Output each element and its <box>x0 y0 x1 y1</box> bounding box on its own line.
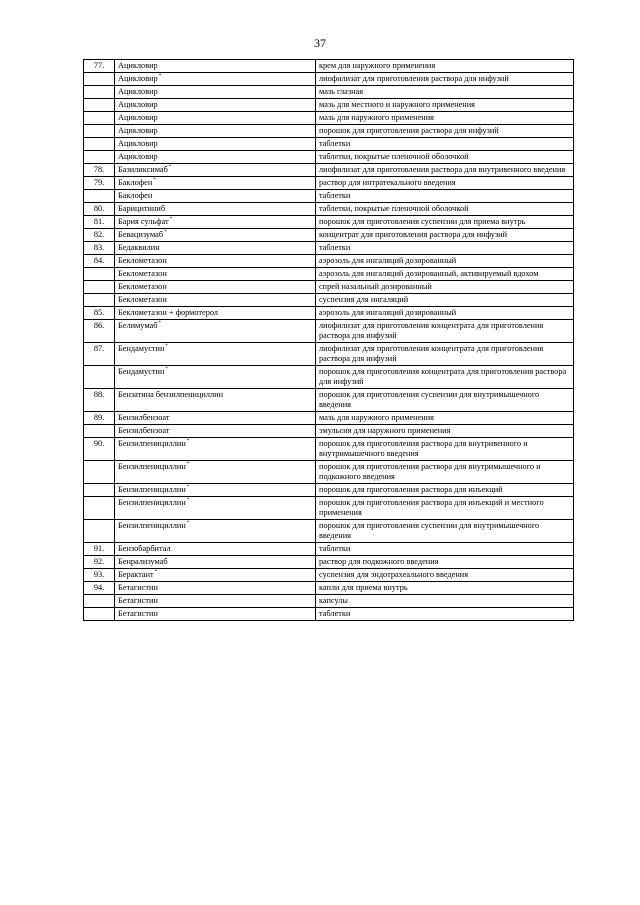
drug-name: Бедаквилин <box>118 243 160 252</box>
dosage-form: порошок для приготовления раствора для внутривенного и внутримышечного введения <box>316 438 574 461</box>
dosage-form: крем для наружного применения <box>316 60 574 73</box>
table-row <box>84 595 574 608</box>
table-row <box>84 99 574 112</box>
dosage-form: порошок для приготовления раствора для инъекций и местного применения <box>316 497 574 520</box>
drug-name: Ацикловир <box>118 139 158 148</box>
row-number <box>84 294 115 307</box>
drug-name: Бензилпенициллин <box>118 498 186 507</box>
table-row <box>84 281 574 294</box>
row-number <box>84 497 115 520</box>
table-row <box>84 425 574 438</box>
drug-name-cell <box>115 216 316 229</box>
drug-mark: * <box>186 485 190 491</box>
drug-mark: * <box>169 217 173 223</box>
table-row <box>84 412 574 425</box>
row-number: 87. <box>84 343 115 366</box>
dosage-form: раствор для интратекального введения <box>316 177 574 190</box>
row-number: 89. <box>84 412 115 425</box>
dosage-form: таблетки <box>316 242 574 255</box>
table-row <box>84 389 574 412</box>
drug-name-cell <box>115 151 316 164</box>
dosage-form: мазь глазная <box>316 86 574 99</box>
row-number <box>84 595 115 608</box>
row-number <box>84 112 115 125</box>
drug-name-cell <box>115 60 316 73</box>
row-number <box>84 484 115 497</box>
drug-name: Ацикловир <box>118 61 158 70</box>
table-row <box>84 151 574 164</box>
drug-mark: * <box>165 344 168 350</box>
table-row <box>84 60 574 73</box>
table-row <box>84 461 574 484</box>
dosage-form: капли для приема внутрь <box>316 582 574 595</box>
row-number: 93. <box>84 569 115 582</box>
drug-mark: * <box>153 178 156 184</box>
table-row <box>84 520 574 543</box>
drug-name-cell <box>115 484 316 497</box>
row-number: 84. <box>84 255 115 268</box>
drug-name-cell <box>115 229 316 242</box>
drug-name-cell <box>115 412 316 425</box>
table-row <box>84 556 574 569</box>
drug-name: Базиликсимаб <box>118 165 168 174</box>
drug-name: Барицитиниб <box>118 204 166 213</box>
table-row <box>84 569 574 582</box>
drug-name-cell <box>115 425 316 438</box>
table-row <box>84 268 574 281</box>
row-number: 91. <box>84 543 115 556</box>
table-row <box>84 294 574 307</box>
drug-name-cell <box>115 86 316 99</box>
drug-name: Баклофен <box>118 178 153 187</box>
dosage-form: лиофилизат для приготовления концентрата для приготовления раствора для инфузий <box>316 320 574 343</box>
drug-name: Беклометазон <box>118 282 167 291</box>
drug-name: Бензилпенициллин <box>118 521 186 530</box>
row-number: 78. <box>84 164 115 177</box>
drug-name-cell <box>115 520 316 543</box>
row-number <box>84 461 115 484</box>
dosage-form: лиофилизат для приготовления раствора для внутривенного введения <box>316 164 574 177</box>
table-row <box>84 255 574 268</box>
dosage-form: порошок для приготовления концентрата для приготовления раствора для инфузий <box>316 366 574 389</box>
dosage-form: таблетки, покрытые пленочной оболочкой <box>316 203 574 216</box>
drug-name: Бенрализумаб <box>118 557 168 566</box>
drug-name: Бензилпенициллин <box>118 485 186 494</box>
drug-name-cell <box>115 73 316 86</box>
drug-name-cell <box>115 203 316 216</box>
row-number <box>84 366 115 389</box>
row-number: 94. <box>84 582 115 595</box>
dosage-form: мазь для наружного применения <box>316 412 574 425</box>
table-row <box>84 86 574 99</box>
row-number: 88. <box>84 389 115 412</box>
dosage-form: порошок для приготовления раствора для внутримышечного и подкожного введения <box>316 461 574 484</box>
drug-name: Беклометазон + формотерол <box>118 308 219 317</box>
drug-name: Беклометазон <box>118 269 167 278</box>
drug-mark: * <box>158 321 161 327</box>
row-number: 83. <box>84 242 115 255</box>
drug-name: Ацикловир <box>118 100 158 109</box>
drug-mark: * <box>186 498 190 504</box>
drug-name-cell <box>115 190 316 203</box>
drug-name-cell <box>115 138 316 151</box>
drug-mark: * <box>154 570 158 576</box>
drug-name-cell <box>115 461 316 484</box>
drug-name-cell <box>115 99 316 112</box>
table-row <box>84 164 574 177</box>
drug-name: Ацикловир <box>118 113 158 122</box>
drug-name: Бензобарбитал <box>118 544 171 553</box>
row-number: 79. <box>84 177 115 190</box>
drug-name: Ацикловир <box>118 126 158 135</box>
drug-mark: * <box>165 367 168 373</box>
dosage-form: концентрат для приготовления раствора для инфузий <box>316 229 574 242</box>
drug-name: Баклофен <box>118 191 153 200</box>
row-number <box>84 190 115 203</box>
drug-name-cell <box>115 438 316 461</box>
drug-name-cell <box>115 389 316 412</box>
table-row <box>84 438 574 461</box>
table-row <box>84 307 574 320</box>
row-number <box>84 425 115 438</box>
drug-name-cell <box>115 366 316 389</box>
drug-name: Беклометазон <box>118 295 167 304</box>
table-row <box>84 229 574 242</box>
row-number <box>84 86 115 99</box>
drug-name: Бензилбензоат <box>118 413 170 422</box>
row-number: 90. <box>84 438 115 461</box>
drug-name-cell <box>115 125 316 138</box>
dosage-form: аэрозоль для ингаляций дозированный, активируемый вдохом <box>316 268 574 281</box>
drug-mark: * <box>164 230 167 236</box>
drug-name: Бензилпенициллин <box>118 439 186 448</box>
dosage-form: таблетки <box>316 608 574 621</box>
drug-table <box>83 59 574 621</box>
drug-name-cell <box>115 112 316 125</box>
dosage-form: капсулы <box>316 595 574 608</box>
drug-name: Бензилбензоат <box>118 426 170 435</box>
drug-mark: * <box>186 439 190 445</box>
drug-name: Бендамустин <box>118 367 165 376</box>
row-number: 86. <box>84 320 115 343</box>
drug-name: Бензилпенициллин <box>118 462 186 471</box>
drug-name-cell <box>115 343 316 366</box>
row-number <box>84 125 115 138</box>
table-row <box>84 125 574 138</box>
dosage-form: эмульсия для наружного применения <box>316 425 574 438</box>
dosage-form: лиофилизат для приготовления раствора для инфузий <box>316 73 574 86</box>
dosage-form: мазь для местного и наружного применения <box>316 99 574 112</box>
drug-name-cell <box>115 242 316 255</box>
row-number <box>84 138 115 151</box>
row-number: 81. <box>84 216 115 229</box>
drug-name-cell <box>115 320 316 343</box>
dosage-form: таблетки <box>316 138 574 151</box>
dosage-form: суспензия для эндотрахеального введения <box>316 569 574 582</box>
drug-mark: * <box>186 462 190 468</box>
drug-name-cell <box>115 164 316 177</box>
drug-name-cell <box>115 569 316 582</box>
table-row <box>84 216 574 229</box>
drug-mark: * <box>158 74 162 80</box>
table-row <box>84 138 574 151</box>
dosage-form: лиофилизат для приготовления концентрата для приготовления раствора для инфузий <box>316 343 574 366</box>
dosage-form: мазь для наружного применения <box>316 112 574 125</box>
drug-mark: * <box>186 521 190 527</box>
drug-mark: * <box>168 165 172 171</box>
dosage-form: спрей назальный дозированный <box>316 281 574 294</box>
table-row <box>84 112 574 125</box>
row-number <box>84 268 115 281</box>
drug-name: Белимумаб <box>118 321 158 330</box>
drug-name-cell <box>115 608 316 621</box>
drug-name: Бензатина бензилпенициллин <box>118 390 224 399</box>
table-row <box>84 320 574 343</box>
drug-name: Бетагистин <box>118 596 158 605</box>
dosage-form: порошок для приготовления суспензии для внутримышечного введения <box>316 520 574 543</box>
row-number <box>84 608 115 621</box>
page-number: 37 <box>314 36 326 50</box>
dosage-form: таблетки <box>316 190 574 203</box>
drug-name: Беклометазон <box>118 256 167 265</box>
dosage-form: суспензия для ингаляций <box>316 294 574 307</box>
drug-name: Ацикловир <box>118 87 158 96</box>
drug-name-cell <box>115 543 316 556</box>
table-row <box>84 242 574 255</box>
drug-name-cell <box>115 177 316 190</box>
table-row <box>84 343 574 366</box>
drug-name-cell <box>115 497 316 520</box>
table-row <box>84 366 574 389</box>
row-number <box>84 73 115 86</box>
dosage-form: порошок для приготовления суспензии для приема внутрь <box>316 216 574 229</box>
drug-name-cell <box>115 268 316 281</box>
row-number <box>84 281 115 294</box>
row-number: 80. <box>84 203 115 216</box>
table-row <box>84 608 574 621</box>
dosage-form: аэрозоль для ингаляций дозированный <box>316 255 574 268</box>
drug-table-body <box>84 60 574 621</box>
dosage-form: аэрозоль для ингаляций дозированный <box>316 307 574 320</box>
drug-name: Бевацизумаб <box>118 230 164 239</box>
dosage-form: раствор для подкожного введения <box>316 556 574 569</box>
row-number: 92. <box>84 556 115 569</box>
table-row <box>84 73 574 86</box>
table-row <box>84 543 574 556</box>
table-row <box>84 484 574 497</box>
drug-name-cell <box>115 307 316 320</box>
drug-name: Ацикловир <box>118 74 158 83</box>
table-row <box>84 190 574 203</box>
dosage-form: таблетки <box>316 543 574 556</box>
drug-name-cell <box>115 582 316 595</box>
table-row <box>84 177 574 190</box>
drug-name: Бария сульфат <box>118 217 169 226</box>
dosage-form: порошок для приготовления раствора для инъекций <box>316 484 574 497</box>
drug-name: Бендамустин <box>118 344 165 353</box>
drug-name-cell <box>115 281 316 294</box>
row-number <box>84 151 115 164</box>
row-number: 82. <box>84 229 115 242</box>
drug-name: Берактант <box>118 570 154 579</box>
dosage-form: таблетки, покрытые пленочной оболочкой <box>316 151 574 164</box>
row-number: 77. <box>84 60 115 73</box>
dosage-form: порошок для приготовления раствора для инфузий <box>316 125 574 138</box>
row-number: 85. <box>84 307 115 320</box>
row-number <box>84 99 115 112</box>
drug-name-cell <box>115 294 316 307</box>
dosage-form: порошок для приготовления суспензии для внутримышечного введения <box>316 389 574 412</box>
drug-name-cell <box>115 595 316 608</box>
table-row <box>84 582 574 595</box>
drug-name-cell <box>115 556 316 569</box>
drug-name: Ацикловир <box>118 152 158 161</box>
drug-name: Бетагистин <box>118 583 158 592</box>
table-row <box>84 497 574 520</box>
drug-name: Бетагистин <box>118 609 158 618</box>
table-row <box>84 203 574 216</box>
drug-name-cell <box>115 255 316 268</box>
row-number <box>84 520 115 543</box>
